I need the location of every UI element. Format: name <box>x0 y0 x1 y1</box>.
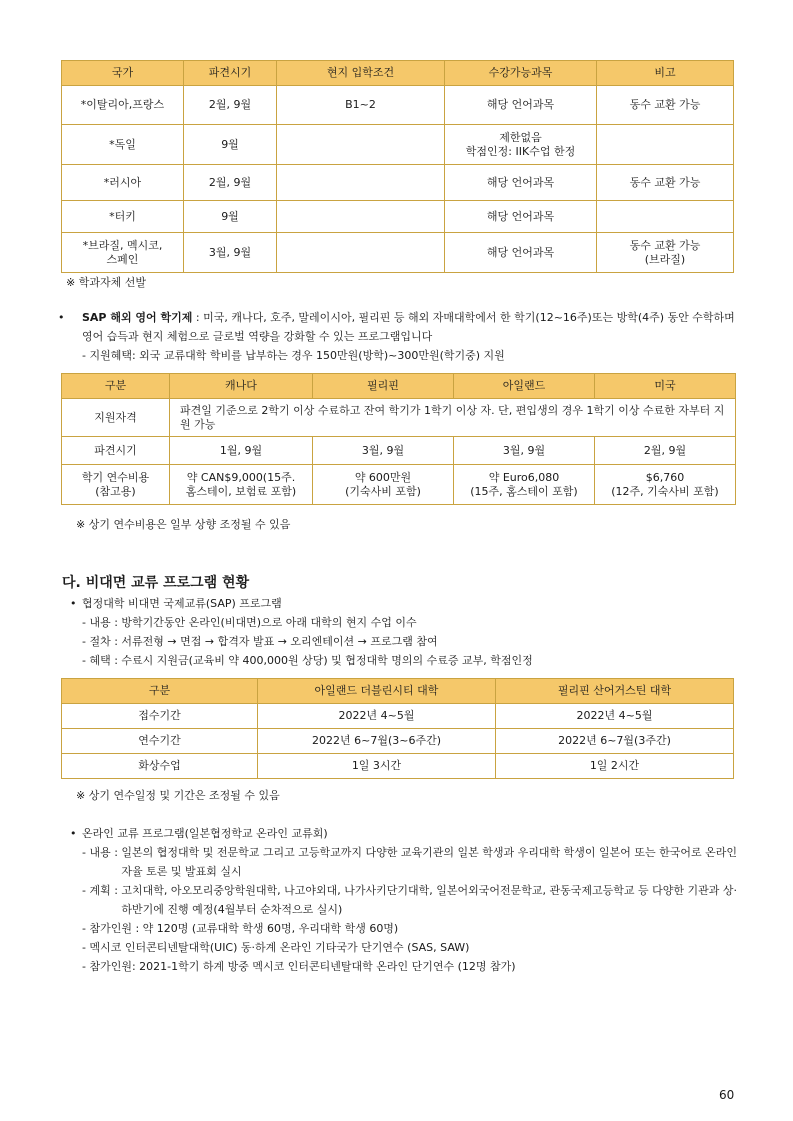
section-title: 다. 비대면 교류 프로그램 현황 <box>62 575 250 591</box>
table-row <box>62 437 736 465</box>
sap-description: : 미국, 캐나다, 호주, 말레이시아, 필리핀 등 해외 자매대학에서 한 학기(12~16주)또는 방학(4주) 동안 수학하며 영어 습득과 현지 체험으로 글로벌 역량을 강화할 수 있는 프로그램입니다 <box>82 311 735 343</box>
t1-cell: 동수 교환 가능 <box>597 86 734 125</box>
online-participants: - 참가인원 : 약 120명 (교류대학 학생 60명, 우리대학 학생 60명) <box>82 922 399 935</box>
virtual-schedule-table <box>61 678 734 779</box>
table-row <box>62 754 734 779</box>
table-row <box>62 201 734 233</box>
t3-cell: 화상수업 <box>62 754 258 779</box>
table-row <box>62 165 734 201</box>
t3-cell: 1일 2시간 <box>496 754 734 779</box>
online-content-text: 일본의 협정대학 및 전문학교 그리고 고등학교까지 다양한 교육기관의 일본 학생과 우리대학 학생이 일본어 또는 한국어로 온라인 자율 토론 및 발표회 실시 <box>121 846 738 878</box>
t1-cell: 3월, 9월 <box>184 233 277 273</box>
t1-cell <box>277 165 445 201</box>
t1-cell: 제한없음 학점인정: IIK수업 한정 <box>445 125 597 165</box>
t2-cell: 3월, 9월 <box>454 437 595 465</box>
t1-header: 파견시기 <box>184 61 277 86</box>
t3-header: 구분 <box>62 679 258 704</box>
virtual-sap-benefit: - 혜택 : 수료시 지원금(교육비 약 400,000원 상당) 및 협정대학 명의의 수료증 교부, 학점인정 <box>82 654 533 667</box>
virtual-sap-bullet: • 협정대학 비대면 국제교류(SAP) 프로그램 <box>70 594 740 613</box>
table1-note: ※ 학과자체 선발 <box>66 276 146 289</box>
online-program-section <box>70 824 740 976</box>
t1-cell: 해당 언어과목 <box>445 233 597 273</box>
table2-note: ※ 상기 연수비용은 일부 상향 조정될 수 있음 <box>76 518 291 531</box>
t3-cell: 2022년 4~5월 <box>258 704 496 729</box>
t2-cell: 지원자격 <box>62 399 170 437</box>
t1-cell <box>277 125 445 165</box>
t2-cell: 약 Euro6,080 (15주, 홈스테이 포함) <box>454 465 595 505</box>
t1-cell <box>277 233 445 273</box>
t1-cell: 해당 언어과목 <box>445 86 597 125</box>
table-row <box>62 729 734 754</box>
t1-cell: *터키 <box>62 201 184 233</box>
t1-cell: 9월 <box>184 125 277 165</box>
t3-cell: 연수기간 <box>62 729 258 754</box>
t2-cell: 1월, 9월 <box>170 437 313 465</box>
table-row <box>62 704 734 729</box>
t1-header: 수강가능과목 <box>445 61 597 86</box>
t1-cell <box>597 201 734 233</box>
t2-header: 필리핀 <box>313 374 454 399</box>
t1-cell <box>597 125 734 165</box>
t1-cell: 2월, 9월 <box>184 165 277 201</box>
t2-qualification: 파견일 기준으로 2학기 이상 수료하고 잔여 학기가 1학기 이상 자. 단, 편입생의 경우 1학기 이상 수료한 자부터 지원 가능 <box>170 399 736 437</box>
t2-header: 구분 <box>62 374 170 399</box>
t3-header: 필리핀 산어거스틴 대학 <box>496 679 734 704</box>
online-content <box>70 843 740 881</box>
online-uic-participants: - 참가인원: 2021-1학기 하계 방중 멕시코 인터콘티넨탈대학 온라인 단기연수 (12명 참가) <box>82 960 516 973</box>
online-program-bullet: • 온라인 교류 프로그램(일본협정학교 온라인 교류회) <box>70 824 740 843</box>
sap-title: SAP 해외 영어 학기제 <box>82 311 193 324</box>
table-row <box>62 125 734 165</box>
exchange-country-table <box>61 60 734 273</box>
sap-benefit: - 지원혜택: 외국 교류대학 학비를 납부하는 경우 150만원(방학)~300만원(학기중) 지원 <box>82 349 505 362</box>
t1-cell: 2월, 9월 <box>184 86 277 125</box>
table-row <box>62 86 734 125</box>
online-plan-label: - 계획 : <box>82 884 122 897</box>
t1-cell: *독일 <box>62 125 184 165</box>
t1-cell: 해당 언어과목 <box>445 201 597 233</box>
t1-header: 국가 <box>62 61 184 86</box>
t2-cell: 약 600만원 (기숙사비 포함) <box>313 465 454 505</box>
t2-cell: 학기 연수비용 (참고용) <box>62 465 170 505</box>
sap-section <box>70 308 740 365</box>
t1-header: 비고 <box>597 61 734 86</box>
t3-cell: 2022년 6~7월(3주간) <box>496 729 734 754</box>
virtual-sap-content: - 내용 : 방학기간동안 온라인(비대면)으로 아래 대학의 현지 수업 이수 <box>82 616 417 629</box>
table-row <box>62 399 736 437</box>
t2-cell: 2월, 9월 <box>595 437 736 465</box>
t1-cell: 동수 교환 가능 (브라질) <box>597 233 734 273</box>
sap-country-table <box>61 373 736 505</box>
sap-bullet <box>70 308 740 346</box>
table-row <box>62 233 734 273</box>
table-row <box>62 465 736 505</box>
t2-cell: 파견시기 <box>62 437 170 465</box>
t3-cell: 2022년 4~5월 <box>496 704 734 729</box>
virtual-sap-section <box>70 594 740 670</box>
online-plan-text: 고치대학, 아오모리중앙학원대학, 나고야외대, 나가사키단기대학, 일본어외국어전문학교, 관동국제고등학교 등 다양한 기관과 상·하반기에 진행 예정(4월부터 순차적으로 실시) <box>121 884 738 916</box>
t2-header: 미국 <box>595 374 736 399</box>
table3-note: ※ 상기 연수일정 및 기간은 조정될 수 있음 <box>76 789 280 802</box>
t1-header: 현지 입학조건 <box>277 61 445 86</box>
t2-header: 캐나다 <box>170 374 313 399</box>
t2-cell: 약 CAN$9,000(15주. 홈스테이, 보험료 포함) <box>170 465 313 505</box>
t1-cell: 9월 <box>184 201 277 233</box>
online-uic-program: - 멕시코 인터콘티넨탈대학(UIC) 동·하계 온라인 기타국가 단기연수 (SAS, SAW) <box>82 941 470 954</box>
t2-cell: 3월, 9월 <box>313 437 454 465</box>
t1-cell: B1~2 <box>277 86 445 125</box>
t1-cell: *이탈리아,프랑스 <box>62 86 184 125</box>
page-number: 60 <box>719 1088 735 1102</box>
t1-cell: 동수 교환 가능 <box>597 165 734 201</box>
t3-cell: 접수기간 <box>62 704 258 729</box>
t2-cell: $6,760 (12주, 기숙사비 포함) <box>595 465 736 505</box>
t3-cell: 1일 3시간 <box>258 754 496 779</box>
t1-cell: *브라질, 멕시코, 스페인 <box>62 233 184 273</box>
t1-cell <box>277 201 445 233</box>
t1-cell: 해당 언어과목 <box>445 165 597 201</box>
t2-header: 아일랜드 <box>454 374 595 399</box>
t1-cell: *러시아 <box>62 165 184 201</box>
t3-header: 아일랜드 더블린시티 대학 <box>258 679 496 704</box>
online-content-label: - 내용 : <box>82 846 122 859</box>
t3-cell: 2022년 6~7월(3~6주간) <box>258 729 496 754</box>
virtual-sap-procedure: - 절차 : 서류전형 → 면접 → 합격자 발표 → 오리엔테이션 → 프로그램 참여 <box>82 635 438 648</box>
online-plan <box>70 881 740 919</box>
